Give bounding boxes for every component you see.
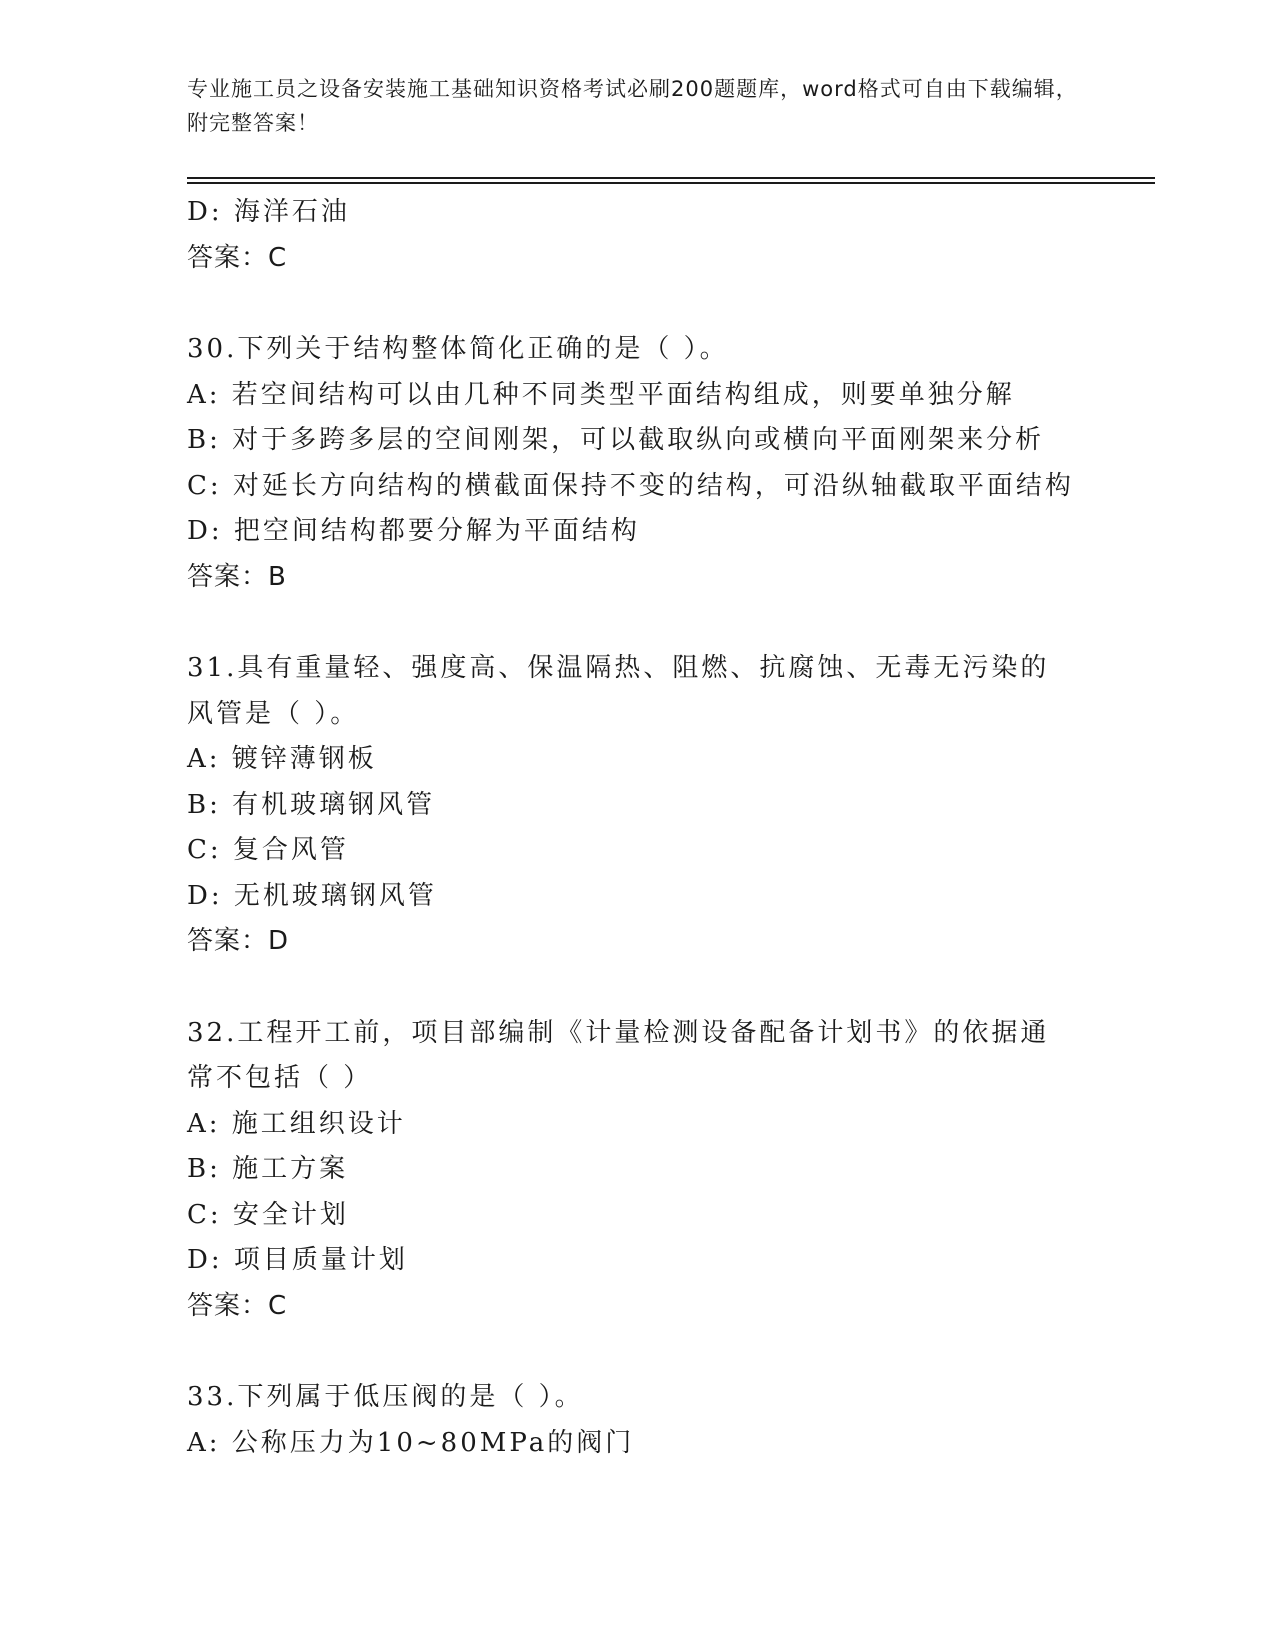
page-header <box>187 72 1087 140</box>
question-list <box>187 190 1087 1466</box>
option-b: B: 施工方案 <box>187 1154 349 1184</box>
question-stem: 33.下列属于低压阀的是（ ）。 <box>187 1382 584 1412</box>
answer-text: 答案：D <box>187 926 290 956</box>
option-a: A: 公称压力为10~80MPa的阀门 <box>187 1427 635 1458</box>
answer-text: 答案：C <box>187 1290 288 1321</box>
question-stem: 32.工程开工前，项目部编制《计量检测设备配备计划书》的依据通常不包括（ ） <box>187 1017 1050 1093</box>
question-block-32 <box>187 1011 1087 1330</box>
question-block-30 <box>187 327 1087 600</box>
option-a: A: 镀锌薄钢板 <box>187 744 377 774</box>
question-stem: 30.下列关于结构整体简化正确的是（ ）。 <box>187 334 729 364</box>
question-stem: 31.具有重量轻、强度高、保温隔热、阻燃、抗腐蚀、无毒无污染的风管是（ ）。 <box>187 653 1050 729</box>
question-block-31 <box>187 646 1087 965</box>
question-block-29 <box>187 190 1087 281</box>
option-c: C: 安全计划 <box>187 1199 349 1230</box>
option-d: D: 把空间结构都要分解为平面结构 <box>187 516 640 546</box>
spacer <box>187 965 1087 1011</box>
answer-text: 答案：C <box>187 242 288 273</box>
option-a: A: 若空间结构可以由几种不同类型平面结构组成，则要单独分解 <box>187 379 1015 410</box>
answer-text: 答案：B <box>187 561 287 592</box>
option-c: C: 复合风管 <box>187 835 349 865</box>
header-divider-bottom <box>187 182 1155 184</box>
option-b: B: 对于多跨多层的空间刚架，可以截取纵向或横向平面刚架来分析 <box>187 425 1045 455</box>
option-d: D: 项目质量计划 <box>187 1245 408 1275</box>
option-b: B: 有机玻璃钢风管 <box>187 789 436 820</box>
option-d: D: 无机玻璃钢风管 <box>187 880 437 911</box>
option-c: C: 对延长方向结构的横截面保持不变的结构，可沿纵轴截取平面结构 <box>187 470 1074 501</box>
spacer <box>187 600 1087 646</box>
header-divider-top <box>187 177 1155 179</box>
option-d: D: 海洋石油 <box>187 197 350 227</box>
spacer <box>187 1329 1087 1375</box>
question-block-33 <box>187 1375 1087 1466</box>
spacer <box>187 281 1087 327</box>
option-a: A: 施工组织设计 <box>187 1108 406 1139</box>
document-title: 专业施工员之设备安装施工基础知识资格考试必刷200题题库，word格式可自由下载编辑，附完整答案！ <box>187 77 1078 135</box>
